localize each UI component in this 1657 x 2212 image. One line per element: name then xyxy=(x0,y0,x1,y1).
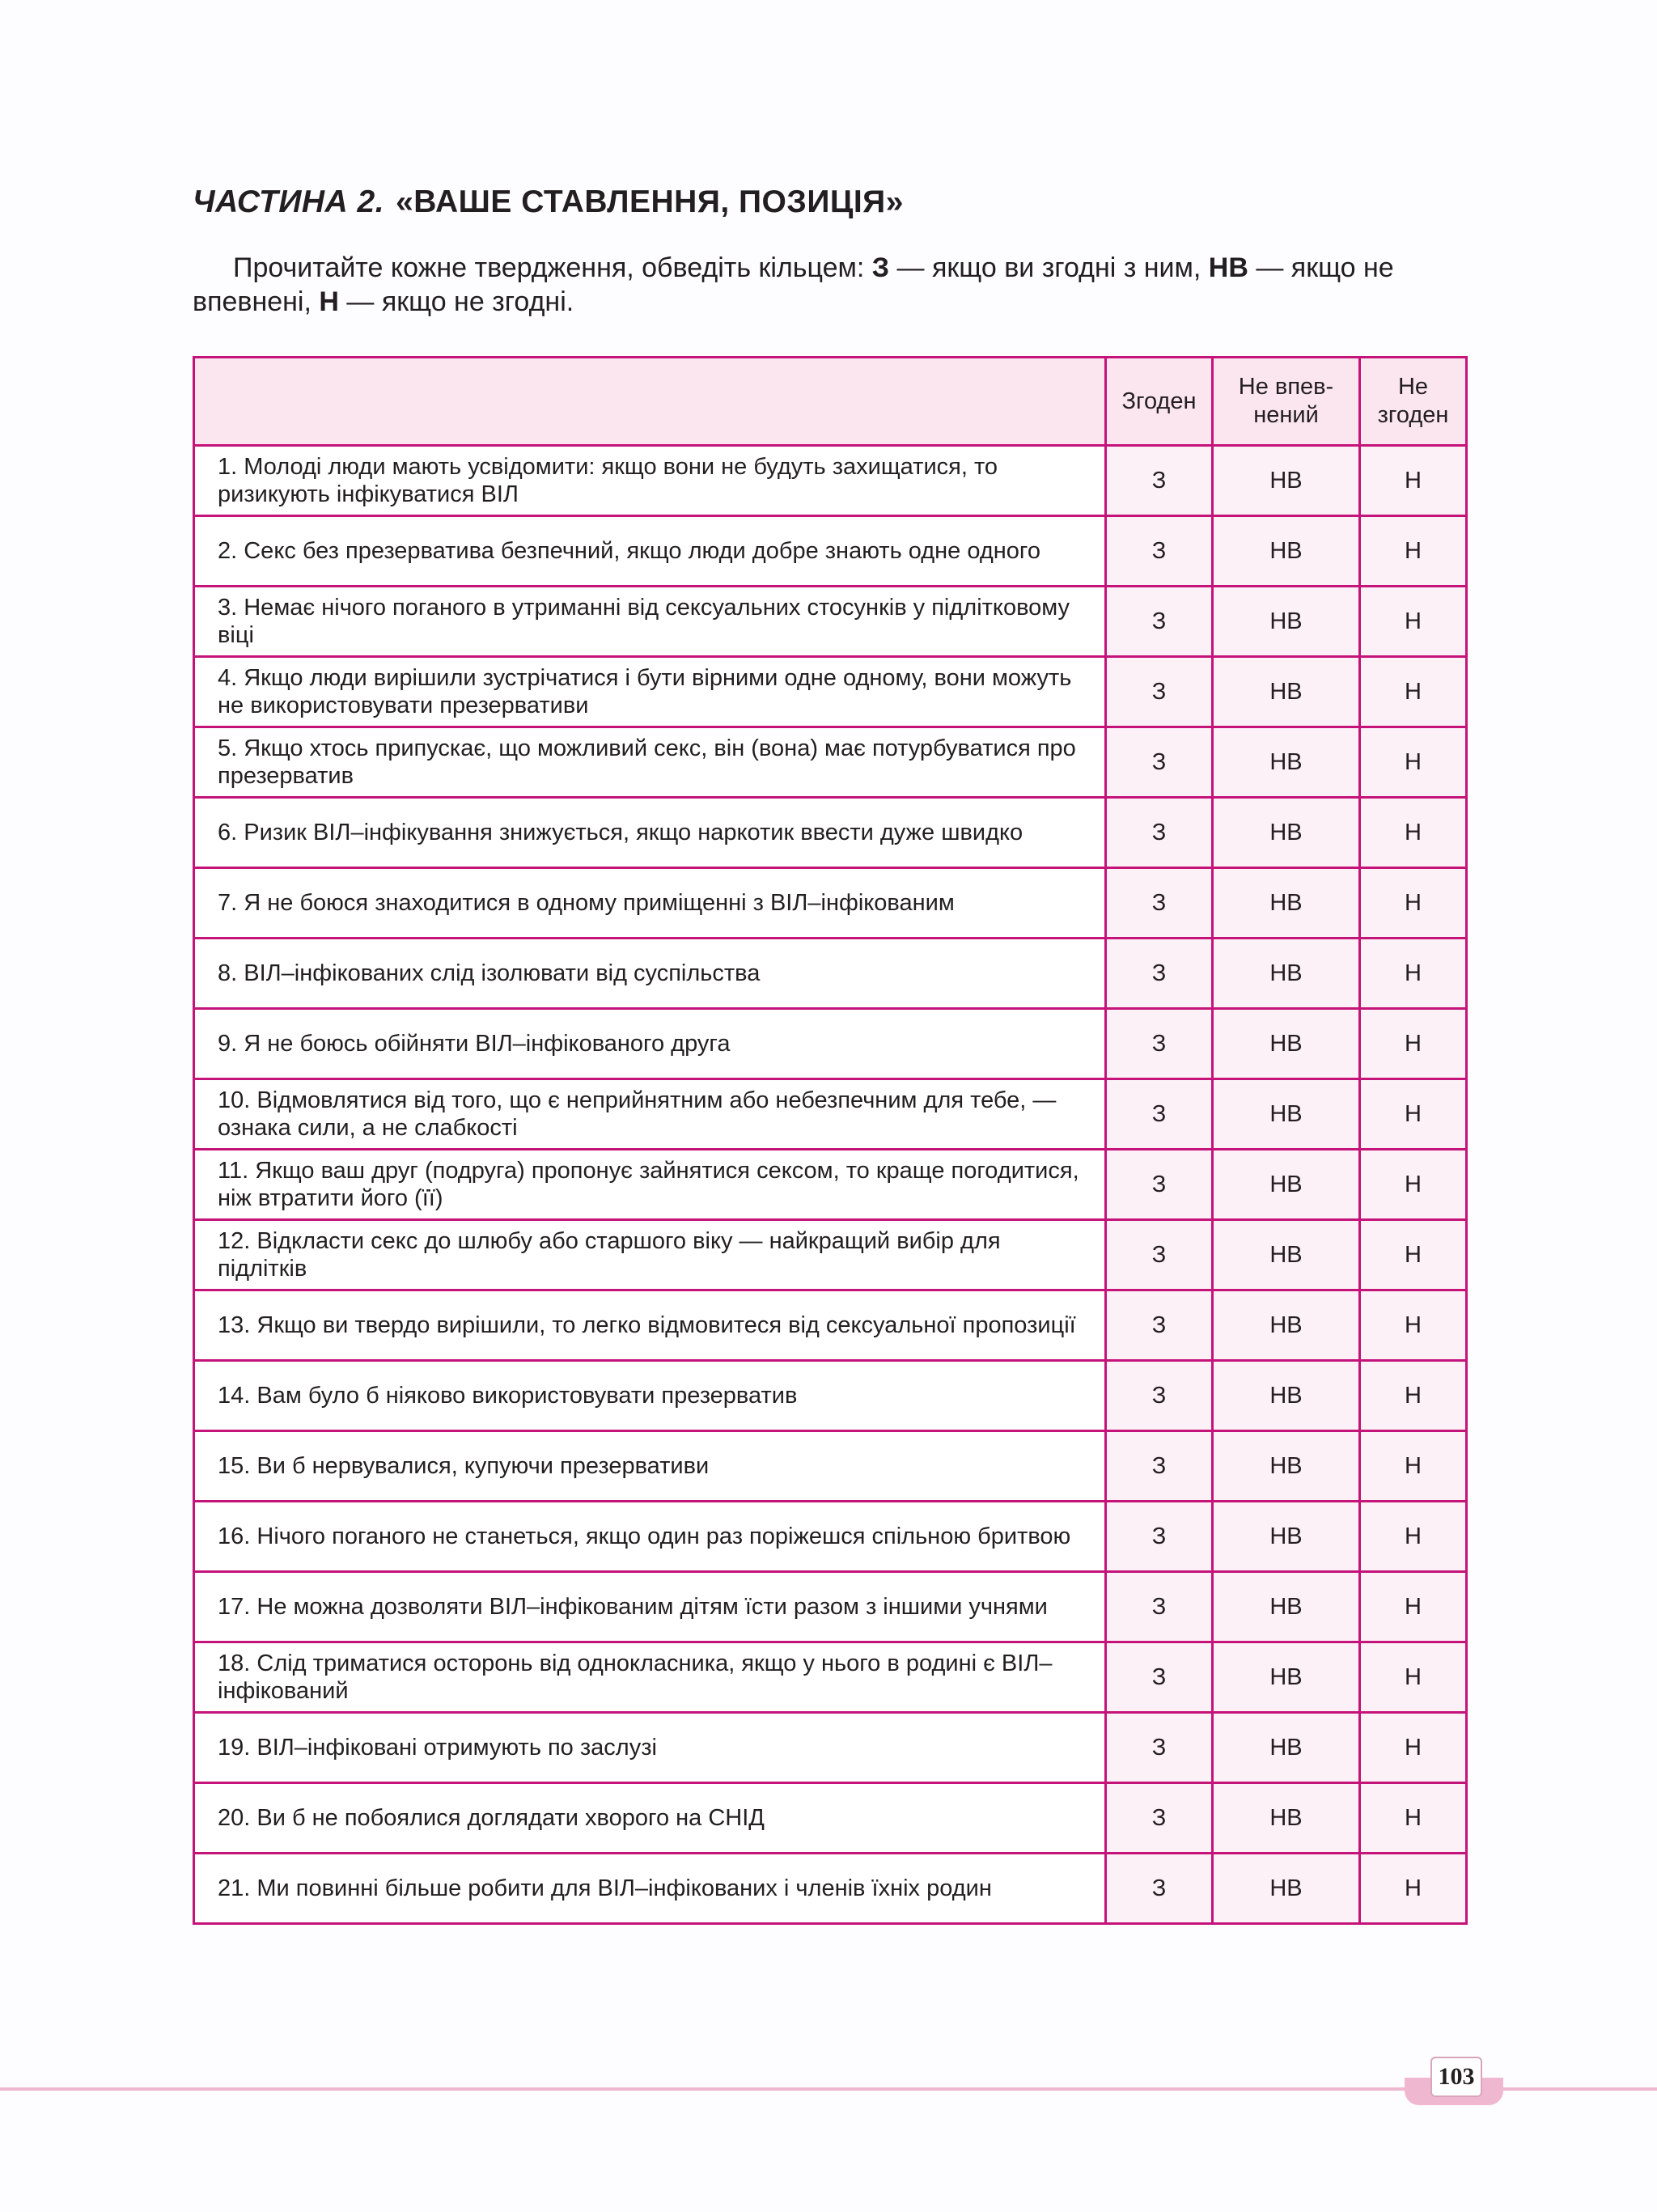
answer-unsure[interactable]: НВ xyxy=(1213,1079,1360,1150)
answer-agree[interactable]: З xyxy=(1106,1009,1213,1079)
answer-agree[interactable]: З xyxy=(1106,1220,1213,1290)
answer-unsure[interactable]: НВ xyxy=(1213,1854,1360,1924)
answer-unsure[interactable]: НВ xyxy=(1213,727,1360,798)
table-row xyxy=(194,1150,1467,1220)
answer-disagree[interactable]: Н xyxy=(1360,939,1467,1009)
statement-text: 2. Секс без презерватива безпечний, якщо люди добре знають одне одного xyxy=(194,516,1106,587)
answer-unsure[interactable]: НВ xyxy=(1213,587,1360,657)
statement-text: 4. Якщо люди вирішили зустрічатися і бути вірними одне одному, вони можуть не використовувати презервативи xyxy=(194,657,1106,727)
table-row xyxy=(194,587,1467,657)
answer-agree[interactable]: З xyxy=(1106,727,1213,798)
answer-disagree[interactable]: Н xyxy=(1360,868,1467,939)
answer-unsure[interactable]: НВ xyxy=(1213,1431,1360,1502)
answer-unsure[interactable]: НВ xyxy=(1213,1290,1360,1361)
answer-unsure[interactable]: НВ xyxy=(1213,868,1360,939)
header-unsure-line: Не впев- xyxy=(1238,374,1334,400)
header-unsure xyxy=(1213,358,1360,446)
table-row xyxy=(194,1009,1467,1079)
table-row xyxy=(194,939,1467,1009)
instructions-text: — якщо ви згодні з ним, xyxy=(889,252,1209,283)
answer-agree[interactable]: З xyxy=(1106,1431,1213,1502)
answer-agree[interactable]: З xyxy=(1106,1642,1213,1713)
answer-unsure[interactable]: НВ xyxy=(1213,1361,1360,1431)
table-header-row xyxy=(194,358,1467,446)
statement-text: 5. Якщо хтось припускає, що можливий секс, він (вона) має потурбуватися про презерватив xyxy=(194,727,1106,798)
instructions-text: — якщо не впевнені, xyxy=(193,252,1394,317)
answer-disagree[interactable]: Н xyxy=(1360,1431,1467,1502)
answer-disagree[interactable]: Н xyxy=(1360,727,1467,798)
table-row xyxy=(194,1290,1467,1361)
answer-agree[interactable]: З xyxy=(1106,1572,1213,1642)
answer-disagree[interactable]: Н xyxy=(1360,1290,1467,1361)
header-agree: Згоден xyxy=(1106,358,1213,446)
statement-text: 7. Я не боюся знаходитися в одному приміщенні з ВІЛ–інфікованим xyxy=(194,868,1106,939)
instructions-text: — якщо не згодні. xyxy=(338,286,574,317)
table-row xyxy=(194,446,1467,516)
answer-disagree[interactable]: Н xyxy=(1360,1361,1467,1431)
answer-unsure[interactable]: НВ xyxy=(1213,1572,1360,1642)
answer-agree[interactable]: З xyxy=(1106,1783,1213,1854)
answer-disagree[interactable]: Н xyxy=(1360,446,1467,516)
answer-agree[interactable]: З xyxy=(1106,1150,1213,1220)
answer-disagree[interactable]: Н xyxy=(1360,1783,1467,1854)
table-row xyxy=(194,1713,1467,1783)
table-row xyxy=(194,1431,1467,1502)
answer-unsure[interactable]: НВ xyxy=(1213,1642,1360,1713)
answer-agree[interactable]: З xyxy=(1106,798,1213,868)
survey-table xyxy=(193,356,1468,1925)
answer-disagree[interactable]: Н xyxy=(1360,657,1467,727)
code-unsure: НВ xyxy=(1208,252,1248,283)
answer-agree[interactable]: З xyxy=(1106,657,1213,727)
statement-text: 21. Ми повинні більше робити для ВІЛ–інфікованих і членів їхніх родин xyxy=(194,1854,1106,1924)
instructions xyxy=(193,251,1466,319)
answer-unsure[interactable]: НВ xyxy=(1213,1009,1360,1079)
statement-text: 13. Якщо ви твердо вирішили, то легко відмовитеся від сексуальної пропозиції xyxy=(194,1290,1106,1361)
answer-unsure[interactable]: НВ xyxy=(1213,1220,1360,1290)
statement-text: 19. ВІЛ–інфіковані отримують по заслузі xyxy=(194,1713,1106,1783)
statement-text: 1. Молоді люди мають усвідомити: якщо вони не будуть захищатися, то ризикують інфікуватися ВІЛ xyxy=(194,446,1106,516)
answer-unsure[interactable]: НВ xyxy=(1213,446,1360,516)
section-title: «ВАШЕ СТАВЛЕННЯ, ПОЗИЦІЯ» xyxy=(396,184,904,219)
answer-agree[interactable]: З xyxy=(1106,1502,1213,1572)
statement-text: 6. Ризик ВІЛ–інфікування знижується, якщо наркотик ввести дуже швидко xyxy=(194,798,1106,868)
table-row xyxy=(194,727,1467,798)
table-row xyxy=(194,516,1467,587)
answer-unsure[interactable]: НВ xyxy=(1213,1713,1360,1783)
table-row xyxy=(194,1572,1467,1642)
answer-disagree[interactable]: Н xyxy=(1360,1220,1467,1290)
statement-text: 17. Не можна дозволяти ВІЛ–інфікованим дітям їсти разом з іншими учнями xyxy=(194,1572,1106,1642)
header-statement xyxy=(194,358,1106,446)
answer-disagree[interactable]: Н xyxy=(1360,1150,1467,1220)
answer-unsure[interactable]: НВ xyxy=(1213,798,1360,868)
answer-unsure[interactable]: НВ xyxy=(1213,1502,1360,1572)
survey-body xyxy=(194,446,1467,1924)
instructions-text: Прочитайте кожне твердження, обведіть кільцем: xyxy=(233,252,872,283)
header-disagree-line: згоден xyxy=(1377,402,1449,428)
table-row xyxy=(194,1642,1467,1713)
answer-unsure[interactable]: НВ xyxy=(1213,516,1360,587)
answer-disagree[interactable]: Н xyxy=(1360,798,1467,868)
section-part-label: ЧАСТИНА 2. xyxy=(193,184,385,219)
table-row xyxy=(194,1220,1467,1290)
table-row xyxy=(194,868,1467,939)
answer-disagree[interactable]: Н xyxy=(1360,587,1467,657)
page-number: 103 xyxy=(1430,2057,1482,2097)
table-row xyxy=(194,1361,1467,1431)
statement-text: 16. Нічого поганого не станеться, якщо один раз поріжешся спільною бритвою xyxy=(194,1502,1106,1572)
answer-unsure[interactable]: НВ xyxy=(1213,657,1360,727)
answer-agree[interactable]: З xyxy=(1106,1290,1213,1361)
answer-agree[interactable]: З xyxy=(1106,1713,1213,1783)
header-unsure-line: нений xyxy=(1253,402,1319,428)
answer-agree[interactable]: З xyxy=(1106,868,1213,939)
statement-text: 14. Вам було б ніяково використовувати презерватив xyxy=(194,1361,1106,1431)
table-row xyxy=(194,1783,1467,1854)
statement-text: 8. ВІЛ–інфікованих слід ізолювати від суспільства xyxy=(194,939,1106,1009)
answer-disagree[interactable]: Н xyxy=(1360,1713,1467,1783)
table-row xyxy=(194,798,1467,868)
answer-agree[interactable]: З xyxy=(1106,587,1213,657)
table-row xyxy=(194,1502,1467,1572)
answer-unsure[interactable]: НВ xyxy=(1213,1783,1360,1854)
statement-text: 11. Якщо ваш друг (подруга) пропонує зайнятися сексом, то краще погодитися, ніж втратити його (її) xyxy=(194,1150,1106,1220)
answer-agree[interactable]: З xyxy=(1106,446,1213,516)
answer-agree[interactable]: З xyxy=(1106,516,1213,587)
answer-disagree[interactable]: Н xyxy=(1360,1572,1467,1642)
statement-text: 20. Ви б не побоялися доглядати хворого на СНІД xyxy=(194,1783,1106,1854)
answer-disagree[interactable]: Н xyxy=(1360,1642,1467,1713)
statement-text: 12. Відкласти секс до шлюбу або старшого віку — найкращий вибір для підлітків xyxy=(194,1220,1106,1290)
header-disagree-line: Не xyxy=(1397,374,1429,400)
statement-text: 9. Я не боюсь обійняти ВІЛ–інфікованого друга xyxy=(194,1009,1106,1079)
code-disagree: Н xyxy=(319,286,339,317)
answer-disagree[interactable]: Н xyxy=(1360,516,1467,587)
statement-text: 15. Ви б нервувалися, купуючи презервативи xyxy=(194,1431,1106,1502)
answer-agree[interactable]: З xyxy=(1106,1854,1213,1924)
header-disagree xyxy=(1360,358,1467,446)
section-heading xyxy=(193,184,904,220)
statement-text: 18. Слід триматися осторонь від однокласника, якщо у нього в родині є ВІЛ–інфікований xyxy=(194,1642,1106,1713)
answer-disagree[interactable]: Н xyxy=(1360,1009,1467,1079)
answer-agree[interactable]: З xyxy=(1106,939,1213,1009)
table-row xyxy=(194,1079,1467,1150)
instructions-paragraph xyxy=(193,251,1466,319)
answer-disagree[interactable]: Н xyxy=(1360,1079,1467,1150)
statement-text: 10. Відмовлятися від того, що є неприйнятним або небезпечним для тебе, — ознака сили, а не слабкості xyxy=(194,1079,1106,1150)
answer-unsure[interactable]: НВ xyxy=(1213,939,1360,1009)
answer-disagree[interactable]: Н xyxy=(1360,1502,1467,1572)
answer-disagree[interactable]: Н xyxy=(1360,1854,1467,1924)
answer-unsure[interactable]: НВ xyxy=(1213,1150,1360,1220)
code-agree: З xyxy=(871,252,890,283)
answer-agree[interactable]: З xyxy=(1106,1361,1213,1431)
statement-text: 3. Немає нічого поганого в утриманні від сексуальних стосунків у підлітковому віці xyxy=(194,587,1106,657)
table-row xyxy=(194,657,1467,727)
answer-agree[interactable]: З xyxy=(1106,1079,1213,1150)
table-row xyxy=(194,1854,1467,1924)
